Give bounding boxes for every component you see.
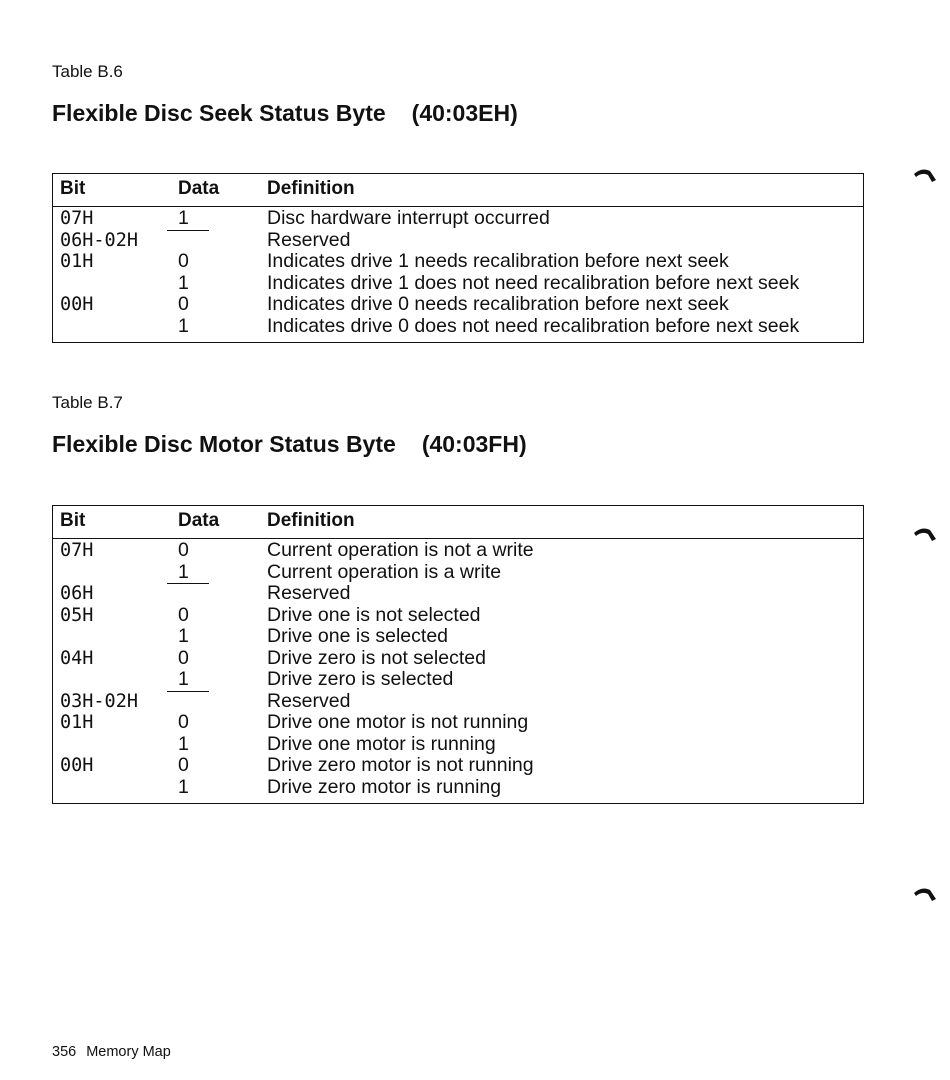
header-bit: Bit (60, 510, 86, 531)
table-header (53, 174, 863, 207)
table-row (53, 648, 863, 670)
header-data: Data (178, 510, 220, 531)
cell-bit: 03H-02H (60, 690, 138, 712)
cell-definition: Indicates drive 1 does not need recalibration before next seek (267, 271, 800, 294)
cell-definition: Drive one motor is not running (267, 711, 529, 733)
table-row (53, 626, 863, 648)
page-edge-mark-icon (914, 168, 936, 182)
table-body (53, 207, 863, 342)
cell-data: 1 (178, 560, 189, 583)
page-edge-mark-icon (914, 527, 936, 541)
table-row (53, 540, 863, 562)
cell-definition: Reserved (267, 689, 351, 712)
table-row (53, 734, 863, 756)
cell-bit: 07H (60, 540, 94, 561)
cell-data: 0 (178, 754, 189, 776)
dash-rule (167, 691, 209, 692)
cell-data: 1 (178, 314, 189, 337)
cell-bit: 07H (60, 208, 94, 229)
cell-definition: Indicates drive 0 does not need recalibration before next seek (267, 314, 800, 337)
cell-data: 0 (178, 711, 189, 733)
cell-data: 1 (178, 775, 189, 798)
cell-data: 1 (178, 207, 189, 229)
table-row (53, 605, 863, 627)
table-row (53, 777, 863, 799)
dash-rule (167, 230, 209, 231)
table-body (53, 539, 863, 803)
cell-data: 0 (178, 603, 189, 626)
table-row (53, 583, 863, 605)
cell-definition: Current operation is not a write (267, 539, 534, 561)
cell-definition: Reserved (267, 228, 351, 251)
dash-rule (167, 583, 209, 584)
cell-definition: Reserved (267, 582, 351, 604)
cell-data: 1 (178, 271, 189, 294)
page-edge-mark-icon (914, 887, 936, 901)
table-row (53, 755, 863, 777)
table-address: (40:03EH) (411, 100, 518, 126)
table-row (53, 669, 863, 691)
header-bit: Bit (60, 178, 86, 199)
page-number: 356 (52, 1044, 77, 1060)
header-data: Data (178, 178, 220, 199)
cell-definition: Drive one is not selected (267, 603, 481, 626)
cell-bit: 00H (60, 294, 94, 315)
table-title (52, 431, 527, 458)
table-caption: Table B.6 (52, 62, 123, 81)
cell-data: 1 (178, 732, 189, 755)
header-definition: Definition (267, 510, 355, 531)
cell-definition: Drive zero is not selected (267, 646, 486, 669)
table-row (53, 273, 863, 295)
cell-bit: 01H (60, 251, 94, 272)
data-table (52, 505, 864, 804)
table-header (53, 506, 863, 539)
table-address: (40:03FH) (421, 431, 527, 457)
cell-bit: 00H (60, 755, 94, 776)
cell-definition: Disc hardware interrupt occurred (267, 207, 550, 229)
cell-data: 0 (178, 250, 189, 272)
cell-definition: Drive zero motor is running (267, 775, 502, 798)
table-row (53, 691, 863, 713)
data-table (52, 173, 864, 343)
table-title-text: Flexible Disc Motor Status Byte (52, 431, 396, 457)
table-title-text: Flexible Disc Seek Status Byte (52, 100, 386, 126)
cell-bit: 05H (60, 604, 94, 626)
cell-data: 1 (178, 668, 189, 690)
table-caption: Table B.7 (52, 393, 123, 412)
section-name: Memory Map (86, 1044, 171, 1060)
cell-data: 0 (178, 646, 189, 669)
cell-bit: 01H (60, 712, 94, 733)
table-row (53, 562, 863, 584)
cell-definition: Current operation is a write (267, 560, 502, 583)
cell-definition: Drive zero motor is not running (267, 754, 534, 776)
cell-bit: 06H-02H (60, 229, 138, 251)
header-definition: Definition (267, 178, 355, 199)
cell-definition: Drive one motor is running (267, 732, 496, 755)
cell-definition: Indicates drive 1 needs recalibration before next seek (267, 250, 729, 272)
cell-data: 1 (178, 625, 189, 647)
table-row (53, 294, 863, 316)
table-row (53, 230, 863, 252)
table-row (53, 208, 863, 230)
cell-data: 0 (178, 539, 189, 561)
cell-definition: Drive one is selected (267, 625, 449, 647)
cell-bit: 04H (60, 647, 94, 669)
cell-data: 0 (178, 293, 189, 315)
cell-definition: Indicates drive 0 needs recalibration before next seek (267, 293, 729, 315)
table-row (53, 712, 863, 734)
table-row (53, 251, 863, 273)
table-row (53, 316, 863, 338)
page-footer (52, 1044, 171, 1060)
cell-definition: Drive zero is selected (267, 668, 454, 690)
cell-bit: 06H (60, 583, 94, 604)
table-title (52, 100, 518, 127)
